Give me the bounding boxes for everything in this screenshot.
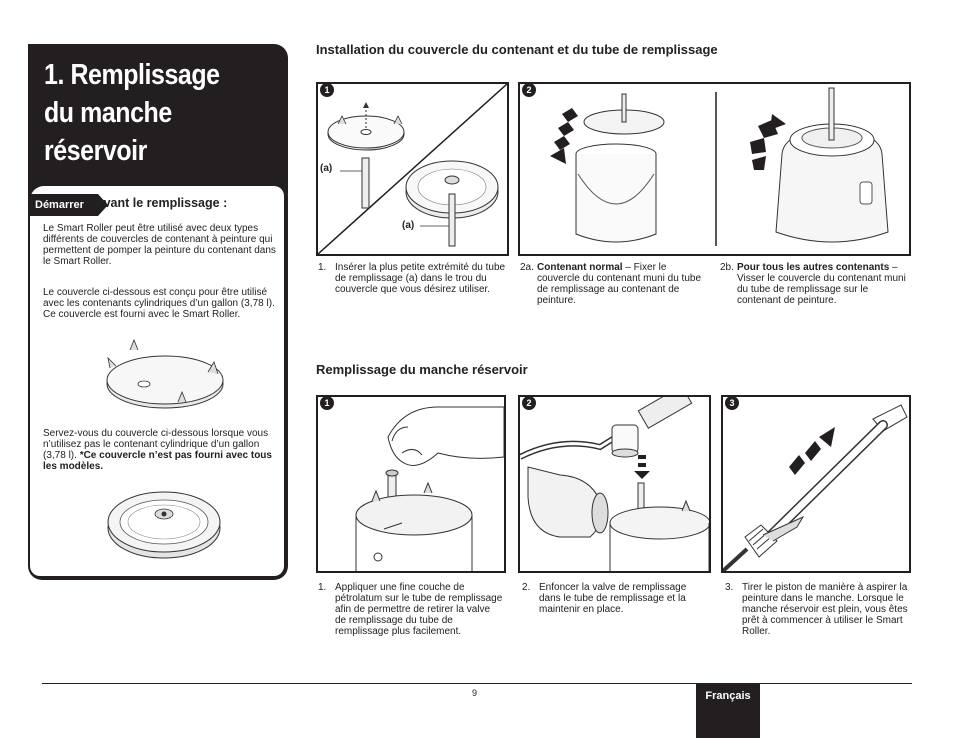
install-caption-1-number: 1. — [318, 262, 327, 273]
intro-paragraph: Le Smart Roller peut être utilisé avec deux types différents de couvercles de contenant à peinture qui permettent de pomper la peinture du contenant dans le Smart Roller. — [43, 223, 276, 267]
language-tab: Français — [696, 684, 760, 738]
fill-step-3-panel — [721, 395, 911, 573]
label-a-tube: (a) — [320, 163, 333, 174]
fill-step-2-panel — [518, 395, 711, 573]
install-step-1-panel — [316, 82, 509, 256]
install-caption-2a — [520, 262, 712, 306]
fill-caption-1-text: Appliquer une fine couche de pétrolatum sur le tube de remplissage afin de permettre de retirer la valve de remplissage du tube de remplissage plus facilement. — [335, 582, 503, 637]
fill-caption-3-text: Tirer le piston de manière à aspirer la peinture dans le manche. Lorsque le manche réservoir est plein, vous êtes prêt à commencer à utiliser le Smart Roller. — [742, 582, 908, 637]
fill-caption-2-text: Enfoncer la valve de remplissage dans le tube de remplissage et la maintenir en place. — [539, 582, 687, 615]
install-caption-2a-bold: Contenant normal — [537, 262, 623, 273]
section-title-filling: Remplissage du manche réservoir — [316, 362, 528, 377]
fill-step-2-image — [520, 397, 709, 571]
page-number: 9 — [472, 688, 478, 698]
fill-caption-3 — [725, 582, 913, 637]
install-caption-1-text: Insérer la plus petite extrémité du tube de remplissage (a) dans le trou du couvercle que vous désirez utiliser. — [335, 262, 506, 295]
install-step-2-panel — [518, 82, 911, 256]
fill-caption-2 — [522, 582, 710, 615]
footer-divider — [42, 683, 912, 684]
install-caption-1 — [318, 262, 513, 295]
fill-step-1-badge: 1 — [320, 396, 334, 410]
lid-other-paragraph — [43, 428, 281, 472]
fill-step-2-badge: 2 — [522, 396, 536, 410]
install-step-2-badge: 2 — [522, 83, 536, 97]
install-caption-2b-number: 2b. — [720, 262, 734, 273]
fill-caption-1-number: 1. — [318, 582, 327, 593]
fill-step-1-panel — [316, 395, 506, 573]
install-step-1-badge: 1 — [320, 83, 334, 97]
lid-other-text: Servez-vous du couvercle ci-dessous lorsque vous n’utilisez pas le contenant cylindrique d’un gallon (3,78 l). — [43, 428, 269, 461]
fill-step-3-badge: 3 — [725, 396, 739, 410]
install-caption-2b-text: – Visser le couvercle du contenant muni du tube de remplissage sur le contenant de peinture. — [737, 262, 906, 306]
fill-step-3-image — [723, 397, 909, 571]
cylindrical-lid-image — [100, 336, 230, 416]
universal-lid-image — [102, 478, 227, 568]
title-block — [28, 44, 288, 194]
install-caption-2a-number: 2a. — [520, 262, 534, 273]
install-step-2-image — [520, 84, 909, 254]
label-a-lid: (a) — [402, 220, 415, 231]
fill-step-1-image — [318, 397, 504, 571]
start-tab: Démarrer — [28, 194, 98, 216]
fill-caption-3-number: 3. — [725, 582, 734, 593]
install-caption-2a-text: – Fixer le couvercle du contenant muni du tube de remplissage au contenant de peinture. — [537, 262, 701, 306]
before-filling-heading: Avant le remplissage : — [95, 196, 228, 210]
install-caption-2b — [720, 262, 910, 306]
section-title-install: Installation du couvercle du contenant et du tube de remplissage — [316, 42, 718, 57]
install-caption-2b-bold: Pour tous les autres contenants — [737, 262, 890, 273]
fill-caption-2-number: 2. — [522, 582, 531, 593]
lid-cylindrical-paragraph: Le couvercle ci-dessous est conçu pour être utilisé avec les contenants cylindriques d’un gallon (3,78 l). Ce couvercle est fourni avec le Smart Roller. — [43, 287, 275, 320]
page-title: 1. Remplissage du manche réservoir — [44, 59, 220, 167]
fill-caption-1 — [318, 582, 503, 637]
lid-other-note: *Ce couvercle n’est pas fourni avec tous les modèles. — [43, 450, 272, 472]
